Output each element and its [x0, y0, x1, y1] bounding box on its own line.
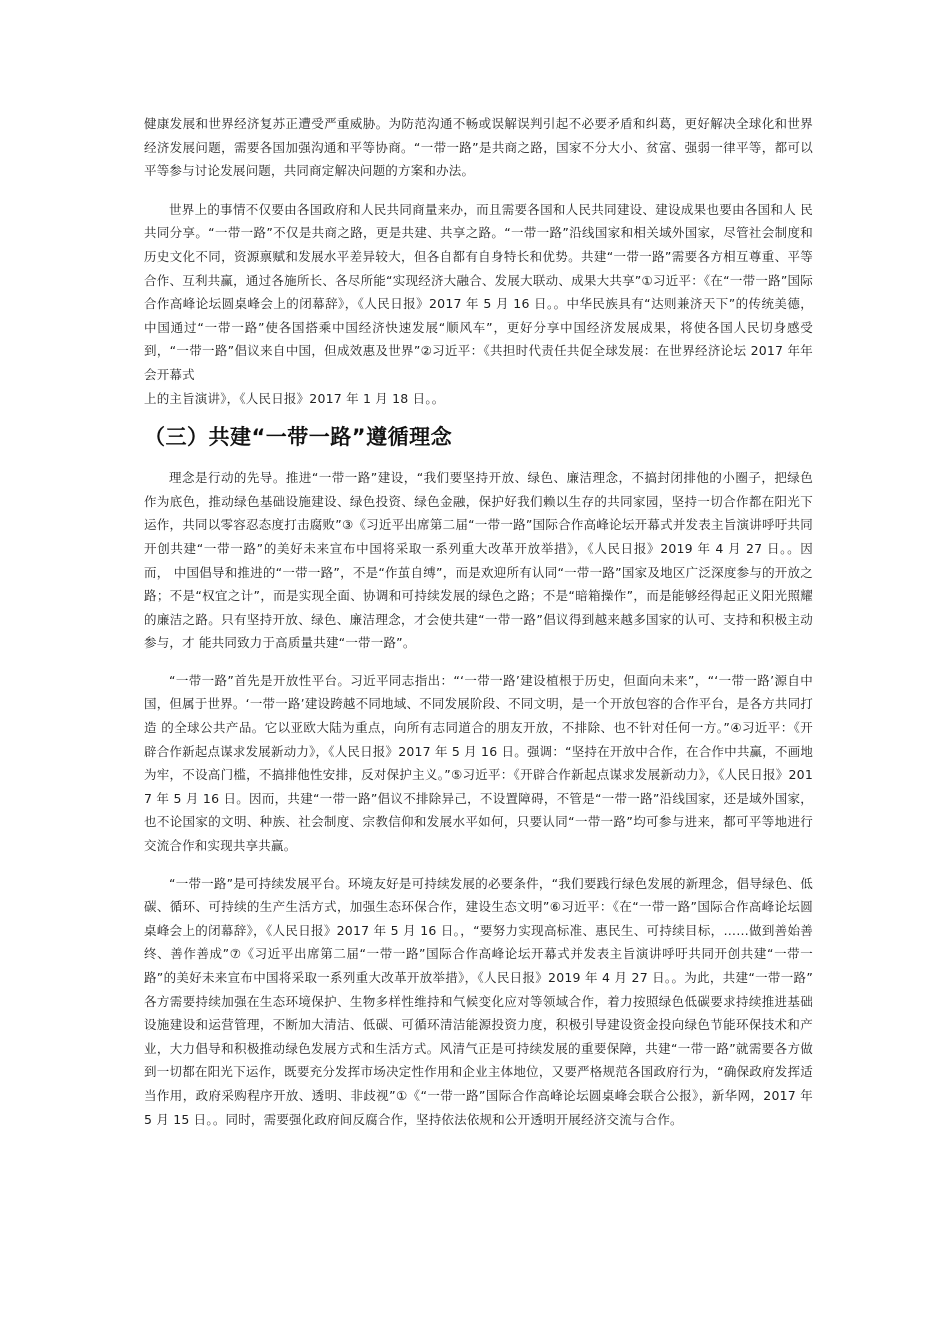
- paragraph-joint-construction: 世界上的事情不仅要由各国政府和人民共同商量来办，而且需要各国和人民共同建设、建设成果也要由各国和人 民共同分享。“一带一路”不仅是共商之路，更是共建、共享之路。“一带一路”沿线国家和相关域外国家，尽管社会制度和历史文化不同，资源禀赋和发展水平差异较大，但各自都有自身特长和优势。共建“一带一路”需要各方相互尊重、平等合作、互利共赢，通过各施所长、各尽所能“实现经济大融合、发展大联动、成果大共享”①习近平：《在“一带一路”国际合作高峰论坛圆桌峰会上的闭幕辞》，《人民日报》2017 年 5 月 16 日。。中华民族具有“达则兼济天下”的传统美德， 中国通过“一带一路”使各国搭乘中国经济快速发展“顺风车”，更好分享中国经济发展成果，将使各国人民切身感受到，“一带一路”倡议来自中国，但成效惠及世界”②习近平：《共担时代责任共促全球发展：在世界经济论坛 2017 年年会开幕式: [144, 201, 813, 382]
- paragraph-intro-continued: 健康发展和世界经济复苏正遭受严重威胁。为防范沟通不畅或误解误判引起不必要矛盾和纠葛，更好解决全球化和世界 经济发展问题，需要各国加强沟通和平等协商。“一带一路”是共商之路，国家不分大小、贫富、强弱一律平等，都可以平等参与讨论发展问题，共同商定解决问题的方案和办法。: [144, 116, 813, 179]
- paragraph-spacer: [144, 183, 813, 198]
- paragraph-footnote-tail: 上的主旨演讲》，《人民日报》2017 年 1 月 18 日。。: [144, 390, 445, 406]
- document-page: [144, 112, 813, 1131]
- paragraph-sustainable-platform: “一带一路”是可持续发展平台。环境友好是可持续发展的必要条件，“我们要践行绿色发展的新理念，倡导绿色、低碳、循环、可持续的生产生活方式，加强生态环保合作，建设生态文明”⑥习近平：《在“一带一路”国际合作高峰论坛圆桌峰会上的闭幕辞》，《人民日报》2017 年 5 月 16 日。，“要努力实现高标准、惠民生、可持续目标，……做到善始善终、善作善成”⑦《习近平出席第二届“一带一路”国际合作高峰论坛开幕式并发表主旨演讲呼吁共同开创共建“一带一路”的美好未来宣布中国将采取一系列重大改革开放举措》，《人民日报》2019 年 4 月 27 日。。为此，共建“一带一路” 各方需要持续加强在生态环境保护、生物多样性维持和气候变化应对等领域合作，着力按照绿色低碳要求持续推进基础设施建设和运营管理，不断加大清洁、低碳、可循环清洁能源投资力度，积极引导建设资金投向绿色节能环保技术和产业，大力倡导和积极推动绿色发展方式和生活方式。风清气正是可持续发展的重要保障，共建“一带一路”就需要各方做到一切都在阳光下运作，既要充分发挥市场决定性作用和企业主体地位，又要严格规范各国政府行为，“确保政府发挥适当作用，政府采购程序开放、透明、非歧视”①《“一带一路”国际合作高峰论坛圆桌峰会联合公报》，新华网，2017 年 5 月 15 日。。同时，需要强化政府间反腐合作，坚持依法依规和公开透明开展经济交流与合作。: [144, 875, 813, 1127]
- paragraph-philosophy: 理念是行动的先导。推进“一带一路”建设，“我们要坚持开放、绿色、廉洁理念，不搞封闭排他的小圈子，把绿色 作为底色，推动绿色基础设施建设、绿色投资、绿色金融，保护好我们赖以生存的共同家园，坚持一切合作都在阳光下运作，共同以零容忍态度打击腐败”③《习近平出席第二届“一带一路”国际合作高峰论坛开幕式并发表主旨演讲呼吁共同开创共建“一带一路”的美好未来宣布中国将采取一系列重大改革开放举措》，《人民日报》2019 年 4 月 27 日。。因而， 中国倡导和推进的“一带一路”，不是“作茧自缚”，而是欢迎所有认同“一带一路”国家及地区广泛深度参与的开放之路；不是“权宜之计”，而是实现全面、协调和可持续发展的绿色之路；不是“暗箱操作”，而是能够经得起正义阳光照耀的廉洁之路。只有坚持开放、绿色、廉洁理念，才会使共建“一带一路”倡议得到越来越多国家的认可、支持和积极主动参与，才 能共同致力于高质量共建“一带一路”。: [144, 470, 813, 651]
- section-heading: （三）共建“一带一路”遵循理念: [144, 425, 453, 450]
- paragraph-open-platform: “一带一路”首先是开放性平台。习近平同志指出：“‘一带一路’建设植根于历史，但面向未来”，“‘一带一路’源自中国，但属于世界。‘一带一路’建设跨越不同地域、不同发展阶段、不同文明，是一个开放包容的合作平台，是各方共同打造 的全球公共产品。它以亚欧大陆为重点，向所有志同道合的朋友开放，不排除、也不针对任何一方。”④习近平：《开辟合作新起点谋求发展新动力》，《人民日报》2017 年 5 月 16 日。强调：“坚持在开放中合作，在合作中共赢，不画地为牢，不设高门槛，不搞排他性安排，反对保护主义。”⑤习近平：《开辟合作新起点谋求发展新动力》，《人民日报》2017 年 5 月 16 日。因而，共建“一带一路”倡议不排除异己，不设置障碍，不管是“一带一路”沿线国家，还是域外国家， 也不论国家的文明、种族、社会制度、宗教信仰和发展水平如何，只要认同“一带一路”均可参与进来，都可平等地进行 交流合作和实现共享共赢。: [144, 672, 814, 854]
- paragraph-spacer: [144, 858, 813, 872]
- paragraph-spacer: [144, 655, 813, 669]
